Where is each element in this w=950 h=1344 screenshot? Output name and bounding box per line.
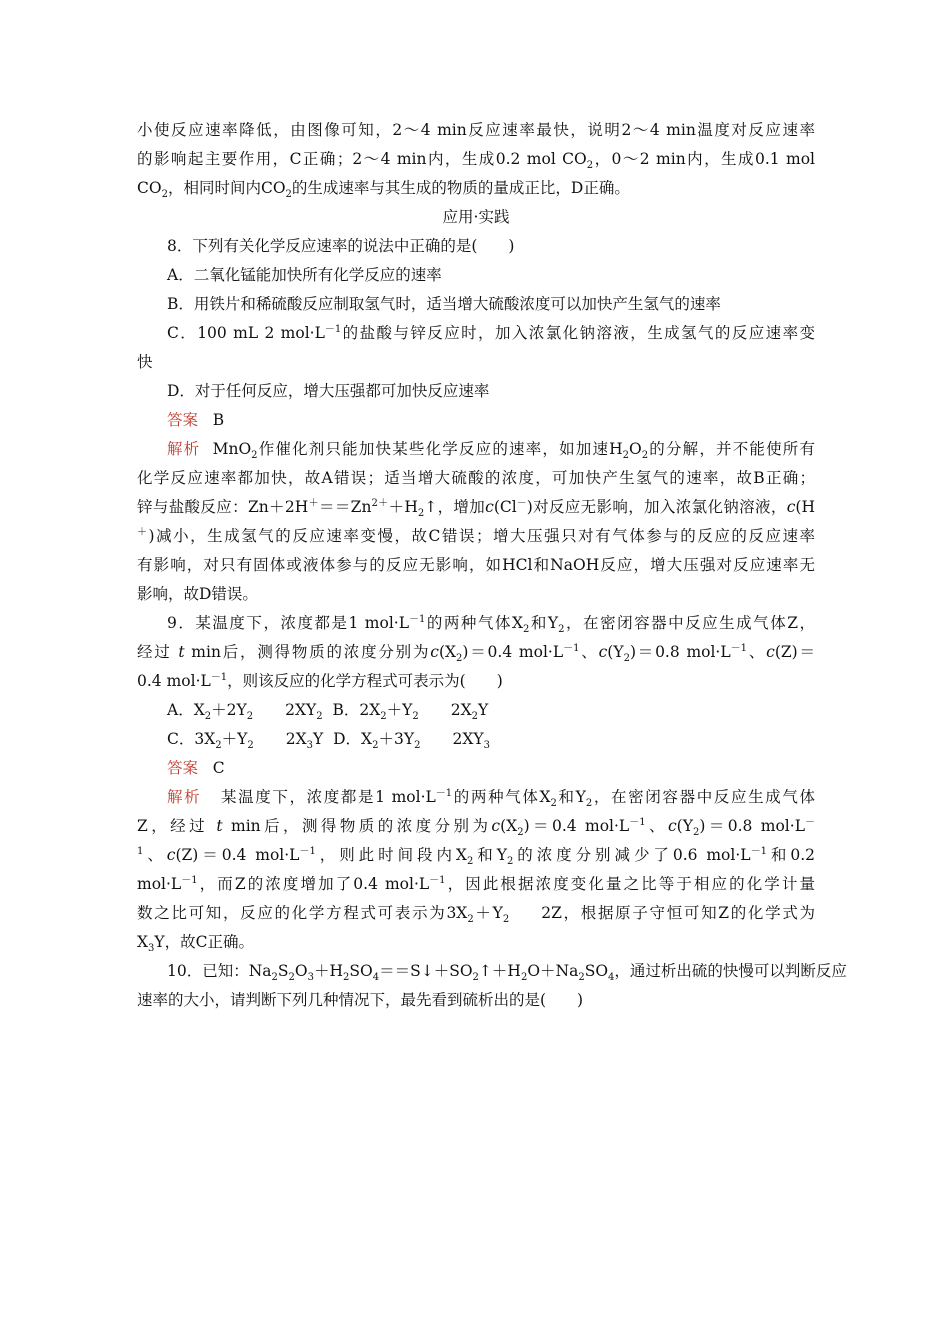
- text: O: [294, 962, 308, 980]
- text: D．对于任何反应，增大压强都可加快反应速率: [167, 382, 490, 400]
- text: )＝0.8 mol·L: [629, 643, 731, 661]
- text: 2XY: [285, 701, 317, 719]
- text: c: [430, 643, 439, 661]
- subscript: 2: [558, 624, 565, 636]
- subscript: 2: [247, 740, 254, 752]
- text: c: [166, 846, 176, 864]
- section-title: [137, 203, 815, 232]
- text: 有影响，对只有固体或液体参与的反应无影响，如HCl和NaOH反应，增大压强对反应速率无: [137, 556, 815, 574]
- text: mol·L: [137, 875, 182, 893]
- text: O: [629, 440, 642, 458]
- text: 锌与盐酸反应：Zn＋2H: [137, 498, 309, 516]
- text: c: [766, 643, 775, 661]
- text: SO: [584, 962, 609, 980]
- subscript: 2: [641, 450, 649, 462]
- subscript: 2: [204, 711, 212, 723]
- text: ，相同时间内CO: [167, 179, 286, 197]
- subscript: 2: [161, 189, 168, 201]
- subscript: 3: [307, 972, 314, 984]
- subscript: 2: [271, 972, 278, 984]
- text: 经过: [137, 643, 172, 661]
- text: 的两种气体X: [425, 614, 524, 632]
- text: )对反应无影响，加入浓氯化钠溶液，: [526, 498, 787, 516]
- text-line: [137, 464, 815, 493]
- text: c: [485, 498, 494, 516]
- text: (H: [795, 498, 815, 516]
- text: 作催化剂只能加快某些化学反应的速率，如加速H: [257, 440, 623, 458]
- text: ＋Y: [386, 701, 413, 719]
- subscript: 2: [380, 711, 387, 723]
- subscript: 2: [550, 798, 557, 810]
- text-line: [137, 580, 815, 609]
- superscript: ＋: [137, 526, 149, 538]
- text: 2X: [285, 730, 307, 748]
- text: CO: [137, 179, 162, 197]
- text: 0.4 mol·L: [137, 672, 211, 690]
- superscript: 2＋: [371, 497, 389, 509]
- answer-label: 答案: [167, 759, 199, 777]
- analysis-label: 解析: [167, 440, 201, 458]
- subscript: 2: [506, 856, 514, 868]
- option-a: [137, 261, 815, 290]
- subscript: 2: [466, 856, 474, 868]
- question-8-stem: [137, 232, 815, 261]
- text: ＋3Y: [378, 730, 415, 748]
- text: 9．某温度下，浓度都是1 mol·L: [167, 614, 410, 632]
- text: )＝0.4 mol·L: [523, 817, 630, 835]
- text: ＋H: [314, 962, 344, 980]
- text: 快: [137, 353, 153, 371]
- text: ＋H: [388, 498, 418, 516]
- superscript: －1: [429, 874, 446, 886]
- subscript: 2: [517, 827, 524, 839]
- text: )减小，生成氢气的反应速率变慢，故C错误；增大压强只对有气体参与的反应的反应速率: [148, 527, 815, 545]
- subscript: 2: [285, 189, 292, 201]
- subscript: 4: [372, 972, 380, 984]
- subscript: 2: [417, 508, 425, 520]
- answer-line: [137, 406, 815, 435]
- subscript: 2: [215, 740, 222, 752]
- text: c: [491, 817, 501, 835]
- text: 和Y: [473, 846, 507, 864]
- analysis-line: [137, 435, 815, 464]
- subscript: 2: [288, 972, 295, 984]
- section-title-text: 应用·实践: [442, 208, 510, 226]
- superscript: －1: [563, 642, 580, 654]
- answer-value: C: [212, 759, 225, 777]
- text: 化学反应速率都加快，故A错误；适当增大硫酸的浓度，可加快产生氢气的速率，故B正确；: [137, 469, 815, 487]
- text: 、: [143, 846, 167, 864]
- superscript: －: [804, 816, 815, 828]
- analysis-line: [137, 783, 815, 812]
- subscript: 2: [412, 711, 419, 723]
- text-line: [137, 928, 815, 957]
- subscript: 2: [472, 972, 479, 984]
- subscript: 2: [586, 160, 594, 172]
- answer-line: [137, 754, 815, 783]
- text-line: [137, 638, 815, 667]
- text: 的生成速率与其生成的物质的量成正比，D正确。: [291, 179, 630, 197]
- subscript: 2: [520, 972, 528, 984]
- text: ，而Z的浓度增加了0.4 mol·L: [197, 875, 430, 893]
- text: 8．下列有关化学反应速率的说法中正确的是( ): [167, 237, 515, 255]
- text: S: [277, 962, 289, 980]
- text: (Z)＝: [774, 643, 815, 661]
- superscript: －1: [750, 845, 767, 857]
- text: Y，故C正确。: [154, 933, 255, 951]
- subscript: 2: [523, 624, 530, 636]
- text-line: [137, 899, 815, 928]
- text: ，在密闭容器中反应生成气体: [592, 788, 815, 806]
- text: c: [598, 643, 608, 661]
- text: B．2X: [332, 701, 381, 719]
- superscript: －1: [210, 671, 228, 683]
- text: t: [178, 643, 185, 661]
- text: 的分解，并不能使所有: [648, 440, 815, 458]
- subscript: 2: [471, 711, 479, 723]
- text: ↑＋H: [478, 962, 521, 980]
- superscript: 1: [137, 845, 144, 857]
- text: min后，测得物质的浓度分别为: [231, 817, 492, 835]
- text: B．用铁片和稀硫酸反应制取氢气时，适当增大硫酸浓度可以加快产生氢气的速率: [167, 295, 721, 313]
- text: A．二氧化锰能加快所有化学反应的速率: [167, 266, 442, 284]
- text: )＝0.4 mol·L: [462, 643, 564, 661]
- superscript: －1: [730, 642, 748, 654]
- text: ↑，增加: [424, 498, 486, 516]
- superscript: －1: [435, 787, 453, 799]
- text: Z，经过: [137, 817, 209, 835]
- options-ab: [137, 696, 815, 725]
- text: MnO: [212, 440, 252, 458]
- subscript: 3: [483, 740, 490, 752]
- subscript: 2: [622, 450, 630, 462]
- subscript: 3: [306, 740, 314, 752]
- text: (X: [438, 643, 457, 661]
- option-c-cont: [137, 348, 815, 377]
- text: Y: [478, 701, 489, 719]
- text: ＋Y: [221, 730, 248, 748]
- options-cd: [137, 725, 815, 754]
- text: 小使反应速率降低，由图像可知，2～4 min反应速率最快，说明2～4 min温度对反应速率: [137, 121, 815, 139]
- text: (Cl: [493, 498, 517, 516]
- text: O＋Na: [527, 962, 579, 980]
- superscript: －1: [629, 816, 646, 828]
- superscript: －: [516, 497, 527, 509]
- subscript: 2: [623, 653, 630, 665]
- subscript: 2: [578, 972, 585, 984]
- answer-value: B: [212, 411, 225, 429]
- text: )＝0.8 mol·L: [699, 817, 805, 835]
- question-9-stem: [137, 609, 815, 638]
- text: ，在密闭容器中反应生成气体Z，: [564, 614, 815, 632]
- text: 和0.2: [766, 846, 815, 864]
- answer-label: 答案: [167, 411, 199, 429]
- text-line: [137, 145, 815, 174]
- text: SO: [349, 962, 373, 980]
- subscript: 2: [692, 827, 700, 839]
- text: ，0～2 min内，生成0.1 mol: [593, 150, 815, 168]
- text: C．3X: [167, 730, 216, 748]
- text: c: [667, 817, 677, 835]
- analysis-label: 解析: [167, 788, 202, 806]
- text-line: [137, 841, 815, 870]
- subscript: 2: [316, 711, 323, 723]
- text: 和Y: [529, 614, 559, 632]
- text: (Z)＝0.4 mol·L: [175, 846, 300, 864]
- text: t: [216, 817, 223, 835]
- text-line: [137, 870, 815, 899]
- text: 、: [747, 643, 767, 661]
- superscript: －1: [409, 613, 426, 625]
- subscript: 2: [251, 450, 258, 462]
- option-c: [137, 319, 815, 348]
- subscript: 2: [585, 798, 593, 810]
- question-10-stem: [137, 957, 847, 986]
- text-line: [137, 551, 815, 580]
- subscript: 3: [148, 943, 155, 955]
- text: 的影响起主要作用，C正确；2～4 min内，生成0.2 mol CO: [137, 150, 587, 168]
- option-d: [137, 377, 815, 406]
- text: 数之比可知，反应的化学方程式可表示为3X: [137, 904, 468, 922]
- text: 某温度下，浓度都是1 mol·L: [220, 788, 436, 806]
- text: A．X: [167, 701, 205, 719]
- text: 的盐酸与锌反应时，加入浓氯化钠溶液，生成氢气的反应速率变: [341, 324, 815, 342]
- text: (X: [500, 817, 518, 835]
- subscript: 2: [246, 711, 254, 723]
- subscript: 2: [456, 653, 463, 665]
- text: 2X: [450, 701, 472, 719]
- subscript: 2: [414, 740, 421, 752]
- text-line: [137, 174, 815, 203]
- text-line: [137, 812, 815, 841]
- text: ，因此根据浓度变化量之比等于相应的化学计量: [445, 875, 815, 893]
- text: 、: [579, 643, 599, 661]
- document-page: [137, 116, 847, 1015]
- superscript: －1: [299, 845, 316, 857]
- text: ＋Y: [473, 904, 503, 922]
- superscript: －1: [181, 874, 198, 886]
- text: 速率的大小，请判断下列几种情况下，最先看到硫析出的是( ): [137, 991, 584, 1009]
- text: 2Z，根据原子守恒可知Z的化学式为: [541, 904, 816, 922]
- text: ，则此时间段内X: [315, 846, 467, 864]
- text: 10．已知：Na: [167, 962, 272, 980]
- text: 的浓度分别减少了0.6 mol·L: [513, 846, 751, 864]
- text: ＝＝Zn: [318, 498, 372, 516]
- text: (Y: [676, 817, 693, 835]
- text: X: [137, 933, 149, 951]
- text: 和Y: [556, 788, 586, 806]
- text: C．100 mL 2 mol·L: [167, 324, 325, 342]
- subscript: 2: [467, 914, 474, 926]
- text-line: [137, 522, 815, 551]
- subscript: 2: [372, 740, 379, 752]
- superscript: ＋: [308, 497, 319, 509]
- text-line: [137, 986, 815, 1015]
- text: ＝＝S↓＋SO: [379, 962, 473, 980]
- text: Y: [313, 730, 324, 748]
- text: 、: [645, 817, 668, 835]
- text: (Y: [607, 643, 624, 661]
- subscript: 4: [608, 972, 615, 984]
- text-line: [137, 493, 815, 522]
- text: 2XY: [452, 730, 484, 748]
- text: 影响，故D错误。: [137, 585, 258, 603]
- text: ，则该反应的化学方程式可表示为( ): [227, 672, 503, 690]
- text: D．X: [333, 730, 373, 748]
- text: min后，测得物质的浓度分别为: [191, 643, 431, 661]
- subscript: 2: [343, 972, 350, 984]
- text: 的两种气体X: [452, 788, 551, 806]
- text: ＋2Y: [211, 701, 247, 719]
- text-line: [137, 116, 815, 145]
- subscript: 2: [502, 914, 510, 926]
- text-line: [137, 667, 815, 696]
- text: ，通过析出硫的快慢可以判断反应: [614, 962, 847, 980]
- option-b: [137, 290, 815, 319]
- text: c: [786, 498, 796, 516]
- superscript: －1: [324, 323, 342, 335]
